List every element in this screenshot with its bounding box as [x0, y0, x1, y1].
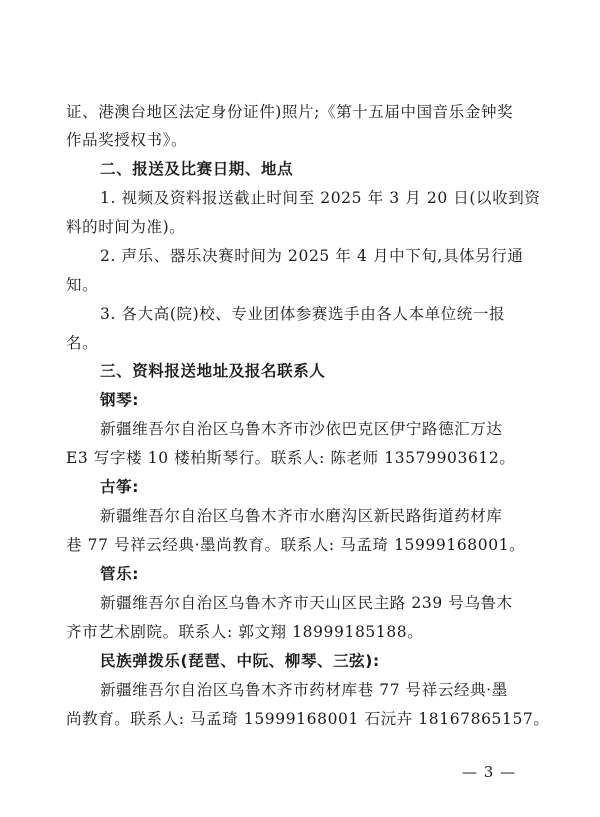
body-text-line: 2. 声乐、器乐决赛时间为 2025 年 4 月中下旬,具体另行通 [100, 247, 524, 265]
body-text-line: 巷 77 号祥云经典·墨尚教育。联系人: 马孟琦 15999168001。 [66, 536, 526, 554]
body-text-line: 料的时间为准)。 [66, 218, 186, 236]
body-text-line: 作品奖授权书》。 [66, 131, 188, 149]
page-number: — 3 — [462, 763, 517, 781]
body-text-line: 1. 视频及资料报送截止时间至 2025 年 3 月 20 日(以收到资 [100, 189, 541, 207]
subheading-plucked: 民族弹拨乐(琵琶、中阮、柳琴、三弦): [100, 652, 380, 670]
body-text-line: 新疆维吾尔自治区乌鲁木齐市水磨沟区新民路街道药材库 [100, 507, 503, 525]
body-text-line: 新疆维吾尔自治区乌鲁木齐市沙依巴克区伊宁路德汇万达 [100, 420, 503, 438]
body-text-line: 名。 [66, 334, 99, 352]
body-text-line: 新疆维吾尔自治区乌鲁木齐市天山区民主路 239 号乌鲁木 [100, 594, 513, 612]
subheading-guzheng: 古筝: [100, 478, 139, 496]
body-text-line: 尚教育。联系人: 马孟琦 15999168001 石沅卉 18167865157。 [66, 710, 550, 728]
subheading-wind: 管乐: [100, 565, 139, 583]
body-text-line: 知。 [66, 276, 99, 294]
section-heading-contacts: 三、资料报送地址及报名联系人 [100, 362, 326, 380]
section-heading-dates: 二、报送及比赛日期、地点 [100, 160, 294, 178]
body-text-line: E3 写字楼 10 楼柏斯琴行。联系人: 陈老师 13579903612。 [66, 449, 516, 467]
body-text-line: 齐市艺术剧院。联系人: 郭文翔 18999185188。 [66, 623, 424, 641]
body-text-line: 新疆维吾尔自治区乌鲁木齐市药材库巷 77 号祥云经典·墨 [100, 681, 508, 699]
subheading-piano: 钢琴: [100, 391, 139, 409]
body-text-line: 3. 各大高(院)校、专业团体参赛选手由各人本单位统一报 [100, 305, 506, 323]
body-text-line: 证、港澳台地区法定身份证件)照片;《第十五届中国音乐金钟奖 [66, 103, 514, 121]
